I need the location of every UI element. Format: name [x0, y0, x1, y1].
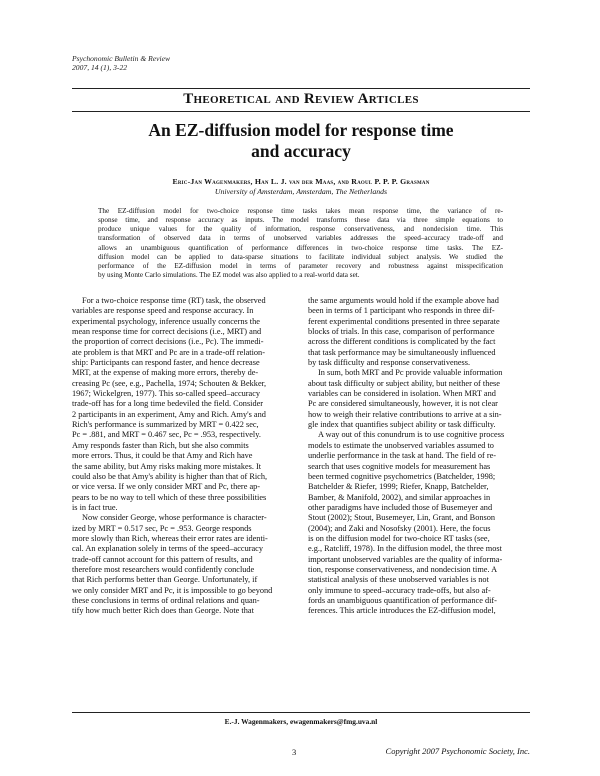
- body-line: variables are response speed and response accuracy. In: [72, 306, 254, 316]
- section-heading: Theoretical and Review Articles: [183, 91, 419, 107]
- author-affiliation: University of Amsterdam, Amsterdam, The Netherlands: [214, 187, 388, 196]
- correspondence-note: E.-J. Wagenmakers, ewagenmakers@fmg.uva.nl: [224, 717, 378, 726]
- body-line: ferences. This article introduces the EZ-diffusion model,: [308, 606, 496, 616]
- title-line-2: and accuracy: [251, 141, 351, 161]
- body-line: variables can be considered in isolation. When MRT and: [308, 389, 496, 399]
- body-line: that Rich performs better than George. Unfortunately, if: [72, 575, 258, 585]
- body-line: gle index that quantifies subject ability or task difficulty.: [308, 420, 496, 430]
- body-line: therefore most researchers would confidently conclude: [72, 564, 255, 574]
- body-line: Rich's performance is summarized by MRT = 0.422 sec,: [72, 420, 259, 430]
- body-line: the proportion of correct decisions (i.e., Pc). The immedi-: [72, 337, 264, 347]
- body-line: other paradigms have included those of Busemeyer and: [308, 502, 493, 512]
- body-line: 1967; Wickelgren, 1977). This so-called speed–accuracy: [72, 389, 261, 399]
- body-column-right: [308, 296, 530, 617]
- abstract: [98, 207, 503, 280]
- body-line: Stout (2002); Stout, Busemeyer, Lin, Grant, and Bonson: [308, 513, 496, 523]
- body-line: experimental psychology, inference usually concerns the: [72, 316, 260, 326]
- body-line: Batchelder & Riefer, 1999; Riefer, Knapp, Batchelder,: [308, 482, 489, 492]
- copyright-notice: Copyright 2007 Psychonomic Society, Inc.: [385, 746, 530, 756]
- body-line: models to estimate the unobserved variables assumed to: [308, 440, 494, 450]
- body-line: ate problem is that MRT and Pc are in a trade-off relation-: [72, 347, 265, 357]
- abstract-line: performance of the EZ-diffusion model in terms of parameter recovery and robustness against misspecification: [98, 261, 503, 270]
- body-line: e.g., Ratcliff, 1978). In the diffusion model, the three most: [308, 544, 502, 554]
- body-line: Now consider George, whose performance is character-: [82, 513, 267, 523]
- abstract-line: allows an unambiguous quantification of performance differences in two-choice response time tasks. The EZ-: [98, 243, 503, 252]
- body-line: Amy responds faster than Rich, but she also commits: [72, 440, 249, 450]
- body-line: that task performance may be simultaneously influenced: [308, 347, 496, 357]
- section-top-rule: [72, 88, 530, 89]
- body-line: ship: Participants can respond faster, and hence decrease: [72, 358, 260, 368]
- body-line: by task difficulty and response conservativeness.: [308, 358, 471, 368]
- body-line: Bamber, & Manifold, 2002), and similar approaches in: [308, 492, 491, 502]
- body-line: pears to be no way to tell which of these three possibilities: [72, 492, 267, 502]
- page-number: 3: [292, 747, 297, 757]
- body-line: or vice versa. If we only consider MRT and Pc, there ap-: [72, 482, 261, 492]
- body-line: A way out of this conundrum is to use cognitive process: [318, 430, 505, 440]
- title-line-1: An EZ-diffusion model for response time: [148, 120, 454, 140]
- body-line: blocks of trials. In this case, comparison of performance: [308, 327, 495, 337]
- body-line: MRT, at the expense of making more errors, thereby de-: [72, 368, 259, 378]
- body-line: important unobserved variables are the quality of informa-: [308, 554, 503, 564]
- body-line: tify how much better Rich does than George. Note that: [72, 606, 254, 616]
- body-line: In sum, both MRT and Pc provide valuable information: [318, 368, 503, 378]
- body-line: tion, response conservativeness, and nondecision time. A: [308, 564, 498, 574]
- body-column-left: [72, 296, 294, 617]
- body-line: about task difficulty or subject ability, but neither of these: [308, 378, 500, 388]
- body-line: underlie performance in the task at hand. The field of re-: [308, 451, 497, 461]
- body-line: across the different conditions is complicated by the fact: [308, 337, 496, 347]
- body-line: the same ability, but Amy risks making more mistakes. It: [72, 461, 262, 471]
- body-line: creasing Pc (see, e.g., Pachella, 1974; Schouten & Bekker,: [72, 378, 267, 388]
- body-line: more slowly than Rich, whereas their error rates are identi-: [72, 533, 268, 543]
- body-line: been in terms of 1 participant who responds in three dif-: [308, 306, 495, 316]
- journal-citation: [72, 54, 170, 73]
- abstract-line: transformation of observed data in terms of unobserved variables addresses the speed–accuracy trade-off and: [98, 234, 503, 243]
- journal-issue: 2007, 14 (1), 3-22: [72, 63, 128, 73]
- body-line: trade-off cannot account for this pattern of results, and: [72, 554, 253, 564]
- body-line: the same arguments would hold if the example above had: [308, 296, 499, 305]
- body-line: 2 participants in an experiment, Amy and Rich. Amy's and: [72, 409, 266, 419]
- abstract-line: produce unique values for the quality of information, response conservativeness, and nondecision time. This: [98, 225, 503, 234]
- body-line: fords an unambiguous quantification of performance dif-: [308, 595, 497, 605]
- body-line: statistical analysis of these unobserved variables is not: [308, 575, 489, 585]
- abstract-line: diffusion model can be applied to data-sparse situations to facilitate individual subject analysis. We studied the: [98, 252, 503, 261]
- author-list: Eric-Jan Wagenmakers, Han L. J. van der Maas, and Raoul P. P. P. Grasman: [172, 177, 430, 186]
- body-line: For a two-choice response time (RT) task, the observed: [82, 296, 266, 305]
- body-line: we only consider MRT and Pc, it is impossible to go beyond: [72, 585, 273, 595]
- abstract-line: The EZ-diffusion model for two-choice response time tasks takes mean response time, the variance of re-: [98, 207, 503, 215]
- body-line: search that uses cognitive models for measurement has: [308, 461, 491, 471]
- body-line: ferent experimental conditions presented in three separate: [308, 316, 500, 326]
- body-line: cal. An explanation solely in terms of the speed–accuracy: [72, 544, 263, 554]
- journal-name: Psychonomic Bulletin & Review: [72, 54, 171, 63]
- body-line: (2004); and Zaki and Nosofsky (2001). Here, the focus: [308, 523, 491, 533]
- body-line: been termed cognitive psychometrics (Batchelder, 1998;: [308, 471, 496, 481]
- abstract-line: sponse time, and response accuracy as inputs. The model transforms these data via three simple equations to: [98, 216, 503, 225]
- body-line: these conclusions in terms of ordinal relations and quan-: [72, 595, 260, 605]
- body-line: Pc are considered simultaneously, however, it is not clear: [308, 399, 498, 409]
- body-line: mean response time for correct decisions (i.e., MRT) and: [72, 327, 262, 337]
- body-line: only immune to speed–accuracy trade-offs, but also af-: [308, 585, 491, 595]
- body-line: is on the diffusion model for two-choice RT tasks (see,: [308, 533, 490, 543]
- section-bottom-rule: [72, 111, 530, 112]
- footnote-rule: [72, 712, 530, 713]
- body-line: ized by MRT = 0.517 sec, Pc = .953. George responds: [72, 523, 252, 533]
- abstract-line: by using Monte Carlo simulations. The EZ model was also applied to a real-world data set.: [98, 271, 360, 280]
- body-line: trade-off has for a long time bedeviled the field. Consider: [72, 399, 264, 409]
- body-line: how to weigh their relative contributions to arrive at a sin-: [308, 409, 502, 419]
- body-line: is in fact true.: [72, 502, 118, 512]
- article-title: [72, 120, 530, 162]
- body-line: could also be that Amy's ability is higher than that of Rich,: [72, 471, 268, 481]
- body-line: more errors. Thus, it could be that Amy and Rich have: [72, 451, 253, 461]
- body-line: Pc = .881, and MRT = 0.467 sec, Pc = .953, respectively.: [72, 430, 261, 440]
